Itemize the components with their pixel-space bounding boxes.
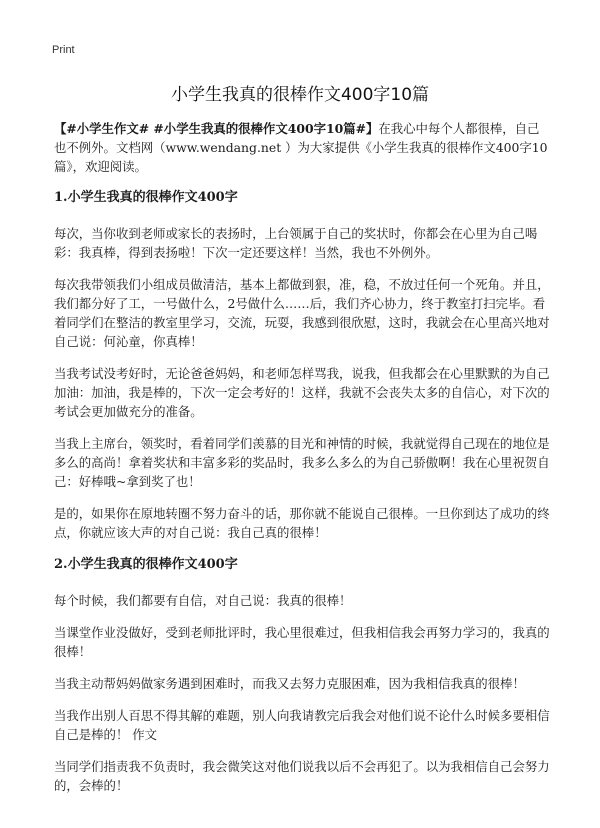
paragraph: 当我主动帮妈妈做家务遇到困难时，而我又去努力克服困难，因为我相信我真的很棒！ <box>54 676 525 691</box>
paragraph: 当同学们指责我不负责时，我会微笑这对他们说我以后不会再犯了。以为我相信自己会努力的，会棒的！ <box>54 759 550 793</box>
paragraph: 每个时候，我们都要有自信，对自己说：我真的很棒！ <box>54 593 352 608</box>
intro-tagline: 【#小学生作文# #小学生我真的很棒作文400字10篇#】 <box>54 121 379 136</box>
section-heading-1: 1.小学生我真的很棒作文400字 <box>54 190 238 205</box>
paragraph: 当课堂作业没做好，受到老师批评时，我心里很难过，但我相信我会再努力学习的，我真的很棒！ <box>54 625 550 659</box>
print-label: Print <box>52 44 75 56</box>
document-body <box>54 119 550 808</box>
paragraph: 当我作出别人百思不得其解的难题，别人向我请教完后我会对他们说不论什么时候多要相信自己是棒的！ 作文 <box>54 708 550 742</box>
paragraph: 当我上主席台，领奖时，看着同学们羡慕的目光和神情的时候，我就觉得自己现在的地位是多么的高尚！拿着奖状和丰富多彩的奖品时，我多么多么的为自己骄傲啊！我在心里祝贺自己：好棒哦~拿到奖了也！ <box>54 436 550 489</box>
section-heading-2: 2.小学生我真的很棒作文400字 <box>54 557 238 572</box>
paragraph: 是的，如果你在原地转圈不努力奋斗的话，那你就不能说自己很棒。一旦你到达了成功的终点，你就应该大声的对自己说：我自己真的很棒！ <box>54 506 550 540</box>
paragraph: 每次我带领我们小组成员做清洁，基本上都做到狠，准，稳，不放过任何一个死角。并且，我们都分好了工，一号做什么，2号做什么……后，我们齐心协力，终于教室打扫完毕。看着同学们在整洁的教室里学习，交流，玩耍，我感到很欣慰，这时，我就会在心里高兴地对自己说：何沁童，你真棒！ <box>54 277 550 349</box>
paragraph: 每次，当你收到老师或家长的表扬时，上台领属于自己的奖状时，你都会在心里为自己喝彩：我真棒，得到表扬啦！下次一定还要这样！当然，我也不外例外。 <box>54 226 538 260</box>
intro-text: 在我心中每个人都很棒，自己也不例外。文档网（www.wendang.net ）为大家提供《小学生我真的很棒作文400字10篇》，欢迎阅读。 <box>54 121 548 174</box>
intro-paragraph <box>54 119 550 176</box>
paragraph: 当我考试没考好时，无论爸爸妈妈，和老师怎样骂我，说我，但我都会在心里默默的为自己加油：加油，我是棒的，下次一定会考好的！这样，我就不会丧失太多的自信心，对下次的考试会更加做充分的准备。 <box>54 366 550 419</box>
page-title: 小学生我真的很棒作文400字10篇 <box>170 85 430 105</box>
